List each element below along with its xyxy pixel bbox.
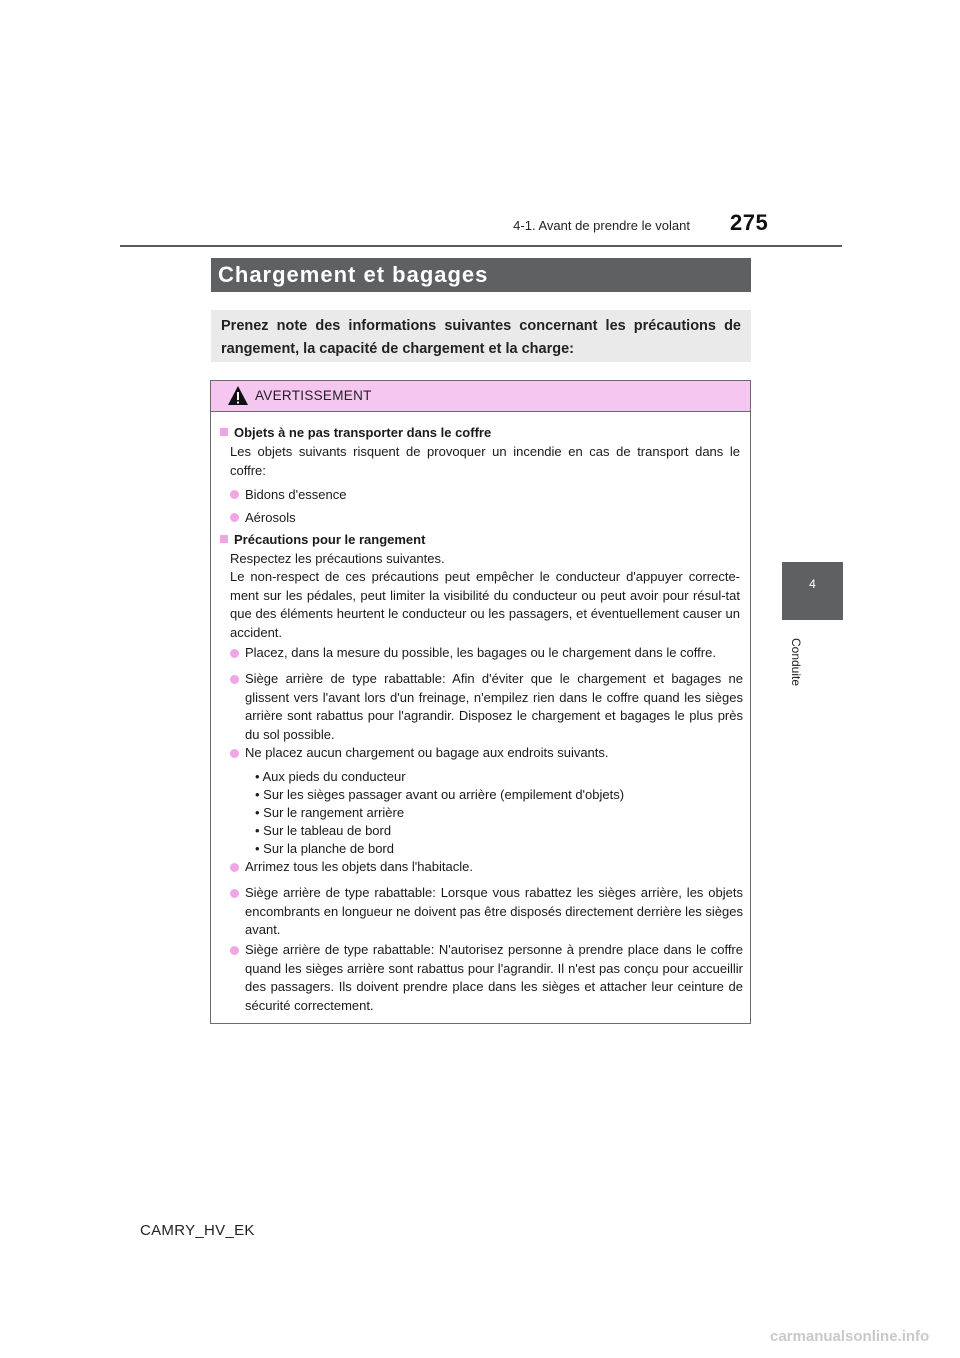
round-bullet-icon (230, 490, 239, 499)
list-item-text: Aérosols (245, 510, 296, 525)
list-item-text: Ne placez aucun chargement ou bagage aux endroits suivants. (245, 745, 609, 760)
section-heading-text: Précautions pour le rangement (234, 532, 426, 547)
list-item-text: Bidons d'essence (245, 487, 347, 502)
chapter-label-text: Conduite (788, 637, 803, 687)
list-item-text: Siège arrière de type rabattable: N'autorisez personne à prendre place dans le coffre quand les sièges arrière sont rabattus pour l'agrandir. Il n'est pas conçu pour accueillir des passagers. Ils doivent prendre place dans les sièges et attacher leur ceinture de sécurité correctement. (245, 942, 743, 1013)
chapter-tab (782, 562, 843, 620)
sub-list-item-text: Sur la planche de bord (263, 841, 394, 856)
chapter-number: 4 (809, 577, 816, 591)
sub-list-item: • Sur les sièges passager avant ou arrière (empilement d'objets) (255, 787, 625, 802)
sub-list-item: • Sur le tableau de bord (255, 823, 392, 838)
list-item-text: Placez, dans la mesure du possible, les bagages ou le chargement dans le coffre. (245, 645, 716, 660)
intro-box (211, 310, 751, 362)
page-title: Chargement et bagages (218, 262, 489, 287)
square-bullet-icon (220, 428, 228, 436)
round-bullet-icon (230, 649, 239, 658)
round-bullet-icon (230, 675, 239, 684)
sub-list-item: • Sur le rangement arrière (255, 805, 405, 820)
watermark: carmanualsonline.info (770, 1328, 930, 1345)
round-bullet-icon (230, 889, 239, 898)
section-heading (220, 532, 425, 547)
chapter-label (766, 632, 826, 692)
section-breadcrumb: 4-1. Avant de prendre le volant (513, 218, 690, 233)
list-item-text: Siège arrière de type rabattable: Lorsque vous rabattez les sièges arrière, les objets encombrants en longueur ne doivent pas être disposés directement derrière les sièges avant. (245, 885, 743, 937)
warning-header (211, 381, 750, 412)
round-bullet-icon (230, 513, 239, 522)
sub-list-item: • Aux pieds du conducteur (255, 769, 406, 784)
section-text: Respectez les précautions suivantes. (230, 551, 445, 566)
round-bullet-icon (230, 946, 239, 955)
warning-label: AVERTISSEMENT (255, 388, 372, 403)
sub-list-item-text: Sur le tableau de bord (263, 823, 392, 838)
list-item-text: Arrimez tous les objets dans l'habitacle. (245, 859, 473, 874)
model-code: CAMRY_HV_EK (140, 1222, 255, 1239)
intro-text: Prenez note des informations suivantes concernant les précautions de rangement, la capacité de chargement et la charge: (221, 318, 741, 357)
list-item-text: Siège arrière de type rabattable: Afin d'éviter que le chargement et bagages ne glissent vers l'avant lors d'un freinage, n'empilez rien dans le coffre quand les sièges arrière sont rabattus pour l'agrandir. Disposez le chargement et bagages le plus près du sol possible. (245, 671, 743, 742)
list-item (230, 510, 296, 525)
section-text: Le non-respect de ces précautions peut empêcher le conducteur d'appuyer correcte-ment sur les pédales, peut limiter la visibilité du conducteur ou peut avoir pour résul-tat que des éléments heurtent le conducteur ou les passagers, et éventuellement causer un accident. (230, 569, 740, 640)
sub-list-item: • Sur la planche de bord (255, 841, 394, 856)
round-bullet-icon (230, 863, 239, 872)
section-heading-text: Objets à ne pas transporter dans le coffre (234, 425, 492, 440)
warning-triangle-icon (227, 385, 249, 407)
warning-box (210, 380, 751, 1024)
round-bullet-icon (230, 749, 239, 758)
sub-list-item-text: Sur le rangement arrière (263, 805, 405, 820)
section-heading (220, 425, 491, 440)
header-divider (120, 245, 842, 247)
square-bullet-icon (220, 535, 228, 543)
sub-list-item-text: Aux pieds du conducteur (262, 769, 406, 784)
list-item (230, 487, 347, 502)
section-text: Les objets suivants risquent de provoquer un incendie en cas de transport dans le coffre: (230, 444, 740, 478)
sub-list-item-text: Sur les sièges passager avant ou arrière (empilement d'objets) (263, 787, 625, 802)
page-number: 275 (730, 210, 769, 235)
